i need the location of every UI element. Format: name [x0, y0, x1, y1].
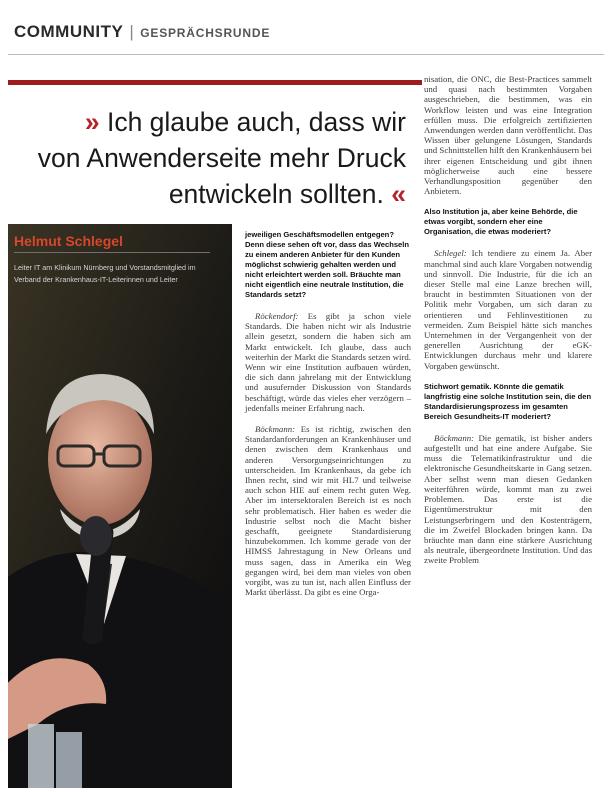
- quote-line-3: entwickeln sollten.: [168, 179, 384, 209]
- speaker-bio: Leiter IT am Klinikum Nürnberg und Vorstandsmitglied im Verband der Krankenhaus-IT-Leiterinnen und Leiter: [14, 263, 196, 284]
- section-title: COMMUNITY: [14, 22, 124, 41]
- page-header: [14, 22, 270, 42]
- quote-line-2: von Anwenderseite mehr Druck: [37, 143, 406, 173]
- answer-text: Es gibt ja schon viele Standards. Die haben nicht wir als Industrie allein gesetzt, sondern die haben sich am Markt entwickelt. Ich glaube, dass auch weiterhin der Markt die Standards setzen wird. Wenn wir eine Institution aufbauen würden, die sich dann jahrelang mit der Entwicklung und ausufernder Diskussion von Standards beschäftigt, würde das vieles eher verzögern – jedenfalls meiner Erfahrung nach.: [245, 311, 411, 413]
- middle-column: [245, 230, 411, 597]
- speaker-name: Helmut Schlegel: [14, 233, 123, 249]
- accent-bar: [8, 80, 422, 85]
- portrait-photo: [8, 224, 232, 788]
- portrait-illustration: [8, 224, 232, 788]
- speaker-label: Röckendorf:: [255, 311, 299, 321]
- interview-question: Also Institution ja, aber keine Behörde, die etwas vorgibt, sondern eher eine Organisation, die etwas moderiert?: [424, 207, 578, 237]
- answer-paragraph: [424, 248, 592, 370]
- quote-open-mark: »: [84, 107, 100, 137]
- pull-quote: [10, 104, 406, 212]
- subsection-title: GESPRÄCHSRUNDE: [140, 26, 271, 40]
- right-column: [424, 74, 592, 566]
- speaker-label: Böckmann:: [434, 432, 475, 443]
- interview-question: jeweiligen Geschäftsmodellen entgegen? Denn diese sehen oft vor, dass das Wechseln zu einem anderen Anbieter für den Kunden möglichst schwierig gehalten werden und nicht erleichtert werden soll. Bräuchte man nicht eigentlich eine neutrale Institution, die Standards setzt?: [245, 230, 410, 299]
- body-paragraph: nisation, die ONC, die Best-Practices sammelt und quasi nach bestimmten Vorgaben ausgeschrieben, die bestimmen, was ein Workflow leisten und was eine Integration erfüllen muss. Die erfolgreich zertifizierten Anwendungen werden dann veröffentlicht. Das Wissen über gelungene Lösungen, Standards und Schnittstellen hilft den Krankenhäusern bei ihrer eigenen Entscheidung und gibt ihnen möglicherweise auch eine bessere Verhandlungsposition gegenüber den Anbietern.: [424, 74, 592, 197]
- answer-text: Es ist richtig, zwischen den Standardanforderungen an Krankenhäuser und denen zwischen dem Krankenhaus und anderen Versorgungseinrichtungen zu unterscheiden. Im Krankenhaus, da gebe ich Ihnen recht, sind wir mit HL7 und teilweise auch schon HIE auf einem recht guten Weg. Aber im intersektoralen Bereich ist es noch sehr problematisch. Hier haben es weder die Industrie selbst noch die Macht bisher geschafft, geeignete Standardisierung hinzubekommen. Ich komme gerade von der HIMSS Jahrestagung in New Orleans und muss sagen, dass in Amerika ein Weg gegangen wird, bei dem man vieles von oben vorgibt, was zu tun ist, nach allen Einfluss der Markt überlässt. Da gibt es eine Orga-: [245, 424, 412, 598]
- answer-text: Die gematik, ist bisher anders aufgestellt und hat eine andere Aufgabe. Sie muss die Telematikinfrastruktur und die elektronische Gesundheitskarte in Gang setzen. Aber selbst wenn man diesen Gedanken weiterführen würde, kommt man zu zwei Problemen. Das erste ist die Eigentümerstruktur mit den Leistungserbringern und den Kostenträgern, die im Zweifel Blockaden bringen kann. Da bräuchte man dann eine stärkere Ausrichtung als neutrale, übergeordnete Institution. Und das zweite Problem: [424, 432, 592, 566]
- interview-question: Stichwort gematik. Könnte die gematik langfristig eine solche Institution sein, die den Standardisierungsprozess im gesamten Bereich Gesundheits-IT moderiert?: [424, 381, 592, 421]
- answer-paragraph: [245, 424, 411, 597]
- answer-text: Ich tendiere zu einem Ja. Aber manchmal sind auch klare Vorgaben notwendig und sinnvoll. Die Industrie, für die ich an dieser Stelle mal eine Lanze brechen will, braucht in bestimmten Situationen von der Politik mehr Vorgaben, um sich daran zu orientieren und Fehlinvestitionen zu vermeiden. Zum Beispiel hätte sich manches Unternehmen in der Vergangenheit von der generellen Ausrichtung der eGK-Entwicklungen durchaus mehr und klarere Vorgaben gewünscht.: [424, 248, 593, 371]
- name-divider: [14, 252, 210, 253]
- quote-line-1: Ich glaube auch, dass wir: [106, 107, 406, 137]
- quote-close-mark: «: [391, 179, 406, 209]
- answer-paragraph: [424, 433, 592, 566]
- answer-paragraph: [245, 311, 411, 413]
- speaker-label: Schlegel:: [434, 248, 467, 259]
- speaker-label: Böckmann:: [255, 424, 296, 435]
- header-rule: [8, 54, 604, 55]
- header-separator: |: [129, 22, 135, 41]
